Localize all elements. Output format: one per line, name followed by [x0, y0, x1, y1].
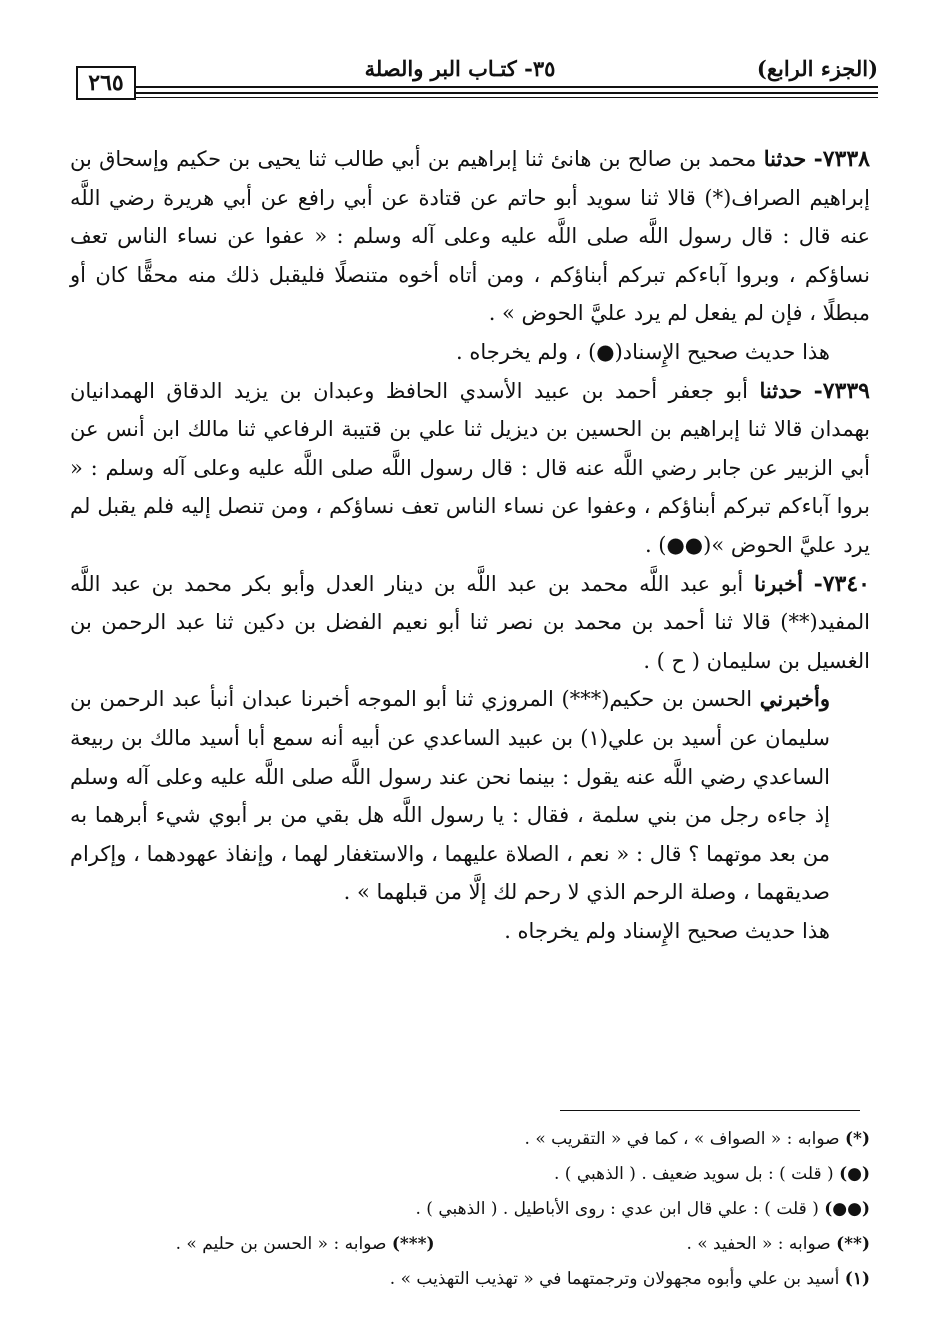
hadith-text: الحسن بن حكيم(***) المروزي ثنا أبو الموجه أخبرنا عبدان أنبأ عبد الرحمن بن سليمان عن أسيد بن علي(١) بن عبيد الساعدي عن أبيه أنه سمع أبا أسيد مالك بن ربيعة الساعدي رضي اللَّه عنه يقول : بينما نحن عند رسول اللَّه صلى اللَّه عليه وعلى آله وسلم إذ جاءه رجل من بني سلمة ، فقال : يا رسول اللَّه هل بقي من بر أبوي شيء أبرهما به من بعد موتهما ؟ قال : « نعم ، الصلاة عليهما ، والاستغفار لهما ، وإنفاذ عهودهما ، وإكرام صديقهما ، وصلة الرحم الذي لا رحم لك إلَّا من قبلهما » .: [70, 687, 830, 905]
hadith-number: ٧٣٣٩-: [813, 377, 870, 404]
hadith-7338: [70, 140, 870, 333]
footnote-mark: (١): [844, 1269, 870, 1289]
footnote-mark: (**): [836, 1234, 870, 1254]
narration-opener: وأخبرني: [759, 686, 830, 712]
footnote-column: [440, 1227, 870, 1262]
volume-label: (الجزء الرابع): [756, 56, 878, 81]
footnote-mark: (*): [845, 1129, 870, 1149]
hadith-7339: [70, 372, 870, 565]
footnote: [70, 1262, 870, 1297]
hadith-text: أبو عبد اللَّه محمد بن عبد اللَّه بن دينار العدل وأبو بكر محمد بن عبد اللَّه المفيد(**) قالا ثنا أحمد بن محمد بن نصر ثنا أبو نعيم الفضل بن دكين ثنا عبد الرحمن بن الغسيل بن سليمان ( ح ) .: [70, 571, 870, 673]
hadith-7340-second-chain: [70, 680, 870, 912]
hadith-number: ٧٣٣٨-: [813, 146, 870, 172]
header-rule: [136, 97, 878, 98]
footnote: [70, 1122, 870, 1157]
hadith-7340: [70, 565, 870, 681]
main-text: [70, 140, 870, 950]
page-header: [70, 52, 878, 112]
footnote: [70, 1192, 870, 1227]
hadith-number: ٧٣٤٠-: [813, 570, 870, 597]
footnote-text: صوابه : « الحسن بن حليم » .: [175, 1234, 387, 1254]
hadith-grading: هذا حديث صحيح الإِسناد(●) ، ولم يخرجاه .: [456, 339, 830, 364]
footnote-mark: (●): [839, 1164, 870, 1184]
footnote: [70, 1157, 870, 1192]
header-rule: [136, 92, 878, 94]
footnote-text: صوابه : « الصواف » ، كما في « التقريب » .: [524, 1129, 840, 1149]
narration-opener: حدثنا: [763, 146, 807, 171]
footnote-separator: [560, 1110, 860, 1111]
footnote: [70, 1227, 870, 1262]
running-title: ٣٥- كتـاب البر والصلة: [364, 56, 556, 81]
footnote-text: صوابه : « الحفيد » .: [686, 1234, 831, 1254]
page-number: ٢٦٥: [76, 66, 136, 100]
footnote-text: ( قلت ) : علي قال ابن عدي : روى الأباطيل . ( الذهبي ) .: [415, 1199, 819, 1219]
hadith-grading: هذا حديث صحيح الإِسناد ولم يخرجاه .: [504, 918, 830, 943]
footnotes: [70, 1122, 870, 1297]
narration-opener: أخبرنا: [753, 570, 803, 596]
hadith-text: محمد بن صالح بن هانئ ثنا إبراهيم بن أبي طالب ثنا يحيى بن حكيم وإسحاق بن إبراهيم الصراف(*) قالا ثنا سويد أبو حاتم عن قتادة عن أبي رافع عن أبي هريرة رضي اللَّه عنه قال : قال رسول اللَّه صلى اللَّه عليه وعلى آله وسلم : « عفوا عن نساء الناس تعف نساؤكم ، وبروا آباءكم تبركم أبناؤكم ، ومن أتاه أخوه متنصلًا فليقبل ذلك منه محقًّا كان أو مبطلًا ، فإن لم يفعل لم يرد عليَّ الحوض » .: [70, 147, 870, 326]
footnote-text: أسيد بن علي وأبوه مجهولان وترجمتهما في « تهذيب التهذيب » .: [389, 1269, 840, 1289]
footnote-text: ( قلت ) : بل سويد ضعيف . ( الذهبي ) .: [553, 1164, 834, 1184]
narration-opener: حدثنا: [759, 377, 803, 403]
footnote-mark: (●●): [824, 1199, 870, 1219]
header-rule: [136, 86, 878, 88]
footnote-mark: (***): [391, 1234, 435, 1254]
hadith-text: أبو جعفر أحمد بن عبيد الأسدي الحافظ وعبدان بن يزيد الدقاق الهمدانيان بهمدان قالا ثنا إبراهيم بن الحسين بن ديزيل ثنا علي بن قتيبة الرفاعي ثنا مالك ابن أنس عن أبي الزبير عن جابر رضي اللَّه عنه قال : قال رسول اللَّه صلى اللَّه عليه وعلى آله وسلم : « بروا آباءكم تبركم أبناؤكم ، وعفوا عن نساء الناس تعف نساؤكم ، ومن تنصل إليه فلم يقبل لم يرد عليَّ الحوض »(●●) .: [70, 378, 870, 557]
